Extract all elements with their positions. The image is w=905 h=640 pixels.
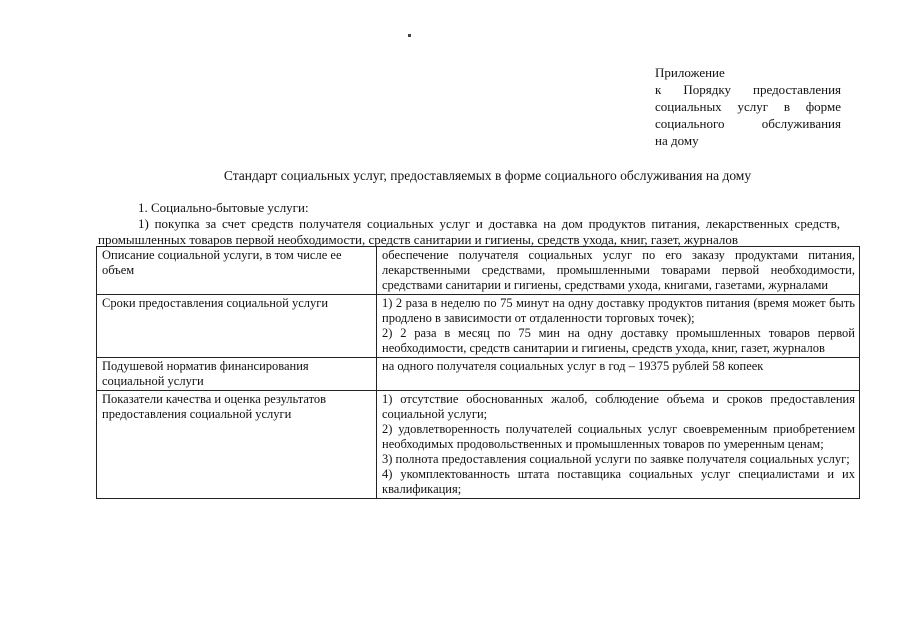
row-label-terms: Сроки предоставления социальной услуги — [97, 295, 377, 358]
value-paragraph: на одного получателя социальных услуг в год – 19375 рублей 58 копеек — [382, 359, 764, 373]
value-paragraph: 1) 2 раза в неделю по 75 минут на одну доставку продуктов питания (время может быть продлено в зависимости от отдаленности торговых точек); — [382, 296, 855, 325]
standard-table — [96, 246, 860, 499]
appendix-block — [655, 64, 841, 149]
table-row — [97, 247, 860, 295]
row-label-quality: Показатели качества и оценка результатов предоставления социальной услуги — [97, 391, 377, 499]
row-value-quality — [377, 391, 860, 499]
value-paragraph: 2) удовлетворенность получателей социальных услуг своевременным приобретением необходимых продовольственных и промышленных товаров по умеренным ценам; — [382, 422, 855, 451]
value-paragraph: 1) отсутствие обоснованных жалоб, соблюдение объема и сроков предоставления социальной услуги; — [382, 392, 855, 421]
row-label-funding: Подушевой норматив финансирования социальной услуги — [97, 358, 377, 391]
row-value-funding — [377, 358, 860, 391]
appendix-line: Приложение — [655, 65, 725, 80]
document-title: Стандарт социальных услуг, предоставляемых в форме социального обслуживания на дому — [223, 168, 752, 183]
table-row — [97, 391, 860, 499]
value-paragraph: 2) 2 раза в месяц по 75 мин на одну доставку промышленных товаров первой необходимости, средств санитарии и гигиены, средств ухода, книг, газет, журналов — [382, 326, 855, 355]
item-heading: 1) покупка за счет средств получателя социальных услуг и доставка на дом продуктов питания, лекарственных средств, промышленных товаров первой необходимости, средств санитарии и гигиены, средств ухода, книг, газет, журналов — [98, 216, 840, 247]
appendix-line: на дому — [655, 133, 699, 148]
value-paragraph: обеспечение получателя социальных услуг по его заказу продуктами питания, лекарственными средствами, промышленными товарами первой необходимости, средствами санитарии и гигиены, средствами ухода, книгами, газетами, журналами — [382, 248, 855, 292]
value-paragraph: 3) полнота предоставления социальной услуги по заявке получателя социальных услуг; — [382, 452, 850, 466]
row-value-description — [377, 247, 860, 295]
appendix-line: социальных услуг в форме — [655, 99, 841, 114]
value-paragraph: 4) укомплектованность штата поставщика социальных услуг специалистами и их квалификация; — [382, 467, 855, 496]
table-row — [97, 295, 860, 358]
row-value-terms — [377, 295, 860, 358]
appendix-line: социального обслуживания — [655, 116, 841, 131]
row-label-description: Описание социальной услуги, в том числе ее объем — [97, 247, 377, 295]
scan-speck — [408, 34, 411, 37]
table-row — [97, 358, 860, 391]
section-heading: 1. Социально-бытовые услуги: — [138, 200, 309, 215]
appendix-line: к Порядку предоставления — [655, 82, 841, 97]
